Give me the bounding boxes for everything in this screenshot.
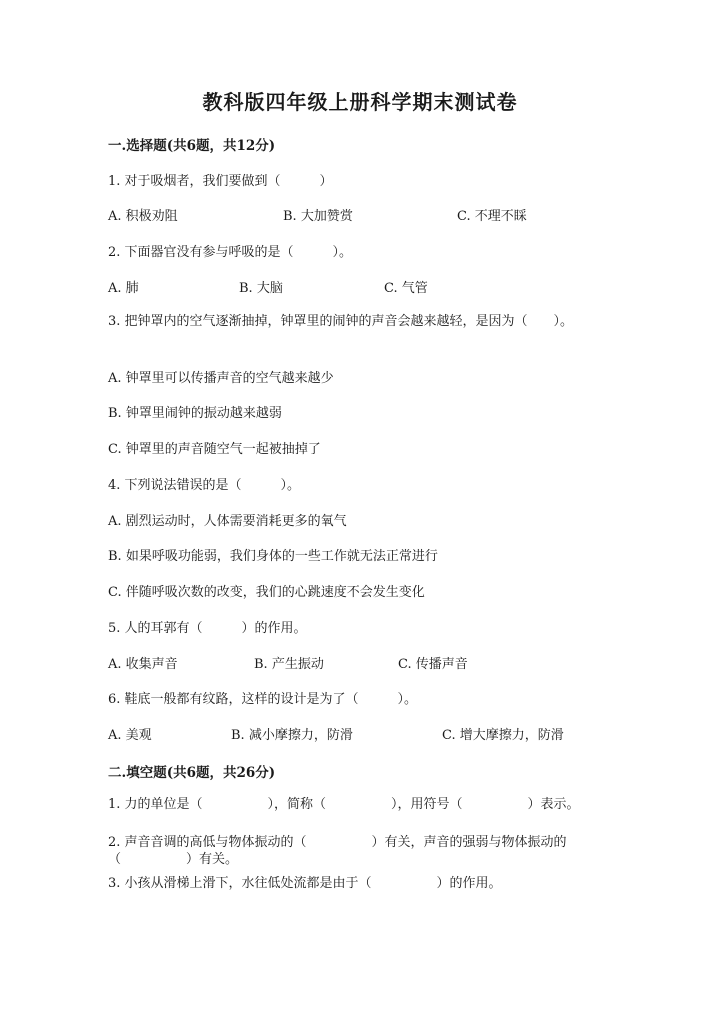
question-6: 6. 鞋底一般都有纹路，这样的设计是为了（ ）。 <box>108 692 418 707</box>
q1-option-c: C. 不理不睬 <box>457 209 527 224</box>
q4-option-a: A. 剧烈运动时，人体需要消耗更多的氧气 <box>108 514 347 529</box>
section-heading-choice: 一.选择题(共6题，共12分) <box>108 138 276 154</box>
fill-question-2: 2. 声音音调的高低与物体振动的（ ）有关，声音的强弱与物体振动的（ ）有关。 <box>108 835 567 867</box>
q2-option-b: B. 大脑 <box>239 281 283 296</box>
q3-option-a: A. 钟罩里可以传播声音的空气越来越少 <box>108 371 334 386</box>
page-title: 教科版四年级上册科学期末测试卷 <box>202 90 518 114</box>
fill-question-1: 1. 力的单位是（ ），简称（ ），用符号（ ）表示。 <box>108 797 580 812</box>
question-1: 1. 对于吸烟者，我们要做到（ ） <box>108 174 333 189</box>
q1-option-b: B. 大加赞赏 <box>283 209 353 224</box>
q4-option-b: B. 如果呼吸功能弱，我们身体的一些工作就无法正常进行 <box>108 549 438 564</box>
fill-question-3: 3. 小孩从滑梯上滑下，水往低处流都是由于（ ）的作用。 <box>108 876 502 891</box>
q3-option-c: C. 钟罩里的声音随空气一起被抽掉了 <box>108 442 321 457</box>
q1-option-a: A. 积极劝阻 <box>108 209 178 224</box>
q5-option-a: A. 收集声音 <box>108 657 178 672</box>
question-3: 3. 把钟罩内的空气逐渐抽掉，钟罩里的闹钟的声音会越来越轻，是因为（ ）。 <box>108 314 574 329</box>
q4-option-c: C. 伴随呼吸次数的改变，我们的心跳速度不会发生变化 <box>108 585 425 600</box>
q2-option-a: A. 肺 <box>108 281 139 296</box>
question-5: 5. 人的耳郭有（ ）的作用。 <box>108 621 307 636</box>
q5-option-c: C. 传播声音 <box>398 657 468 672</box>
q3-option-b: B. 钟罩里闹钟的振动越来越弱 <box>108 406 282 421</box>
section-heading-fill: 二.填空题(共6题，共26分) <box>108 765 276 781</box>
question-2: 2. 下面器官没有参与呼吸的是（ ）。 <box>108 245 353 260</box>
question-4: 4. 下列说法错误的是（ ）。 <box>108 478 301 493</box>
q2-option-c: C. 气管 <box>384 281 428 296</box>
q6-option-c: C. 增大摩擦力，防滑 <box>442 728 564 743</box>
q6-option-a: A. 美观 <box>108 728 152 743</box>
q6-option-b: B. 减小摩擦力，防滑 <box>231 728 353 743</box>
q5-option-b: B. 产生振动 <box>254 657 324 672</box>
